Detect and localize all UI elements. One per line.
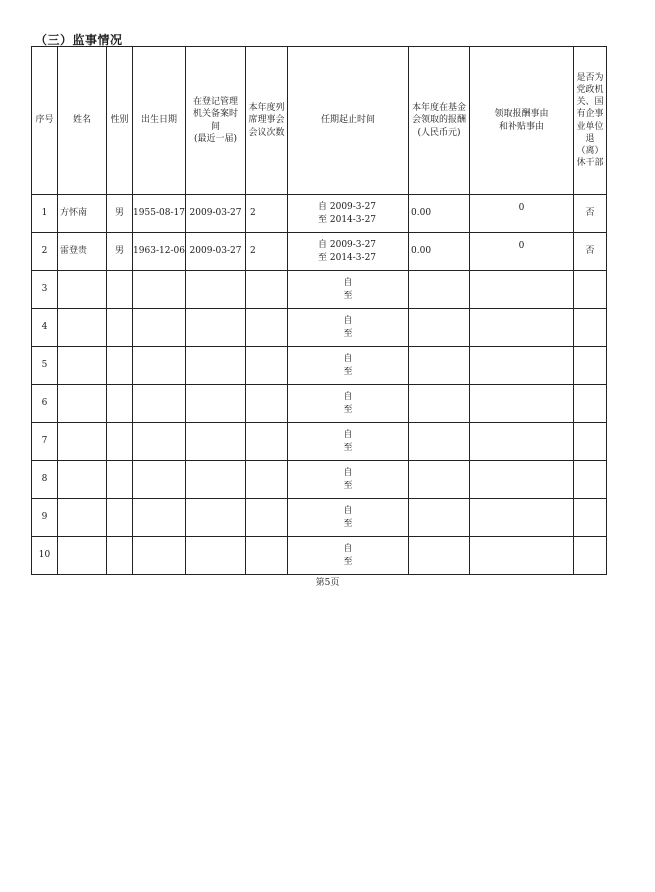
cell-reason	[470, 537, 574, 575]
cell-name	[58, 271, 107, 309]
cell-birth	[133, 271, 186, 309]
cell-filing: 2009-03-27	[186, 233, 246, 271]
cell-gender	[107, 461, 133, 499]
cell-filing	[186, 499, 246, 537]
term-from: 自 2009-3-27	[318, 240, 377, 251]
term-to: 至	[343, 404, 353, 415]
cell-filing	[186, 347, 246, 385]
cell-index: 7	[32, 423, 58, 461]
cell-birth	[133, 385, 186, 423]
cell-pay	[409, 309, 470, 347]
cell-gender	[107, 347, 133, 385]
cell-gender	[107, 385, 133, 423]
header-filing-time: 在登记管理 机关备案时 间 (最近一届)	[186, 47, 246, 195]
table-row	[32, 423, 607, 461]
cell-filing	[186, 385, 246, 423]
cell-term	[288, 195, 409, 233]
term-from: 自 2009-3-27	[318, 202, 377, 213]
cell-term	[288, 461, 409, 499]
cell-pay	[409, 271, 470, 309]
cell-term	[288, 385, 409, 423]
cell-pay: 0.00	[409, 195, 470, 233]
cell-index: 4	[32, 309, 58, 347]
cell-gender: 男	[107, 233, 133, 271]
cell-name	[58, 461, 107, 499]
cell-meetings	[246, 347, 288, 385]
term-from: 自	[343, 468, 353, 479]
cell-birth	[133, 347, 186, 385]
term-from: 自	[343, 392, 353, 403]
cell-reason	[470, 499, 574, 537]
cell-name	[58, 347, 107, 385]
cell-gender	[107, 271, 133, 309]
cell-term	[288, 233, 409, 271]
cell-filing	[186, 461, 246, 499]
header-birth: 出生日期	[133, 47, 186, 195]
table-row	[32, 233, 607, 271]
table-row	[32, 271, 607, 309]
page-number: 第5页	[315, 578, 340, 588]
cell-retired	[574, 537, 607, 575]
cell-term	[288, 537, 409, 575]
term-from: 自	[343, 354, 353, 365]
cell-meetings	[246, 537, 288, 575]
cell-name	[58, 499, 107, 537]
cell-reason	[470, 423, 574, 461]
cell-retired	[574, 271, 607, 309]
cell-meetings	[246, 309, 288, 347]
cell-birth	[133, 537, 186, 575]
cell-pay	[409, 347, 470, 385]
cell-retired	[574, 461, 607, 499]
cell-index: 2	[32, 233, 58, 271]
term-to: 至	[343, 518, 353, 529]
table-row	[32, 385, 607, 423]
cell-name	[58, 309, 107, 347]
cell-name: 方怀南	[58, 195, 107, 233]
term-to: 至	[343, 480, 353, 491]
cell-pay: 0.00	[409, 233, 470, 271]
cell-index: 1	[32, 195, 58, 233]
header-gender: 性别	[107, 47, 133, 195]
cell-pay	[409, 499, 470, 537]
term-to: 至	[343, 366, 353, 377]
cell-filing: 2009-03-27	[186, 195, 246, 233]
header-pay: 本年度在基金会领取的报酬(人民币元)	[409, 47, 470, 195]
cell-birth: 1963-12-06	[133, 233, 186, 271]
table-row	[32, 347, 607, 385]
cell-name	[58, 537, 107, 575]
cell-name	[58, 385, 107, 423]
cell-reason	[470, 461, 574, 499]
term-to: 至 2014-3-27	[318, 252, 377, 263]
cell-index: 3	[32, 271, 58, 309]
term-to: 至	[343, 442, 353, 453]
cell-index: 6	[32, 385, 58, 423]
cell-pay	[409, 423, 470, 461]
cell-index: 10	[32, 537, 58, 575]
table-row	[32, 499, 607, 537]
supervisors-table	[31, 46, 607, 575]
cell-term	[288, 423, 409, 461]
term-from: 自	[343, 506, 353, 517]
cell-meetings	[246, 271, 288, 309]
cell-reason	[470, 309, 574, 347]
cell-birth	[133, 309, 186, 347]
cell-birth	[133, 499, 186, 537]
term-to: 至	[343, 290, 353, 301]
table-row	[32, 309, 607, 347]
cell-retired: 否	[574, 195, 607, 233]
cell-meetings	[246, 385, 288, 423]
header-term: 任期起止时间	[288, 47, 409, 195]
table-row	[32, 537, 607, 575]
cell-reason	[470, 385, 574, 423]
header-index: 序号	[32, 47, 58, 195]
cell-pay	[409, 537, 470, 575]
cell-name: 雷登贵	[58, 233, 107, 271]
cell-filing	[186, 537, 246, 575]
header-name: 姓名	[58, 47, 107, 195]
cell-pay	[409, 385, 470, 423]
cell-meetings	[246, 461, 288, 499]
term-from: 自	[343, 316, 353, 327]
term-from: 自	[343, 430, 353, 441]
cell-gender	[107, 537, 133, 575]
cell-retired	[574, 347, 607, 385]
header-reason: 领取报酬事由和补贴事由	[470, 47, 574, 195]
cell-meetings	[246, 499, 288, 537]
cell-retired	[574, 423, 607, 461]
table-row	[32, 195, 607, 233]
cell-index: 8	[32, 461, 58, 499]
cell-meetings: 2	[246, 195, 288, 233]
header-meetings: 本年度列席理事会会议次数	[246, 47, 288, 195]
table-header-row	[32, 47, 607, 195]
cell-filing	[186, 423, 246, 461]
cell-term	[288, 309, 409, 347]
cell-birth	[133, 461, 186, 499]
cell-birth	[133, 423, 186, 461]
cell-filing	[186, 271, 246, 309]
cell-meetings: 2	[246, 233, 288, 271]
cell-term	[288, 347, 409, 385]
table-row	[32, 461, 607, 499]
cell-retired	[574, 385, 607, 423]
cell-reason: 0	[470, 233, 574, 271]
cell-birth: 1955-08-17	[133, 195, 186, 233]
section-title: （三）监事情况	[35, 33, 123, 47]
term-from: 自	[343, 544, 353, 555]
cell-retired: 否	[574, 233, 607, 271]
cell-name	[58, 423, 107, 461]
cell-retired	[574, 499, 607, 537]
cell-filing	[186, 309, 246, 347]
cell-gender	[107, 499, 133, 537]
cell-retired	[574, 309, 607, 347]
cell-index: 9	[32, 499, 58, 537]
cell-gender	[107, 309, 133, 347]
cell-term	[288, 499, 409, 537]
cell-gender	[107, 423, 133, 461]
term-to: 至 2014-3-27	[318, 214, 377, 225]
cell-gender: 男	[107, 195, 133, 233]
cell-reason	[470, 271, 574, 309]
cell-term	[288, 271, 409, 309]
cell-meetings	[246, 423, 288, 461]
cell-pay	[409, 461, 470, 499]
term-to: 至	[343, 556, 353, 567]
cell-reason: 0	[470, 195, 574, 233]
cell-index: 5	[32, 347, 58, 385]
header-retired: 是否为党政机关、国有企事业单位退（离）休干部	[574, 47, 607, 195]
term-to: 至	[343, 328, 353, 339]
term-from: 自	[343, 278, 353, 289]
cell-reason	[470, 347, 574, 385]
